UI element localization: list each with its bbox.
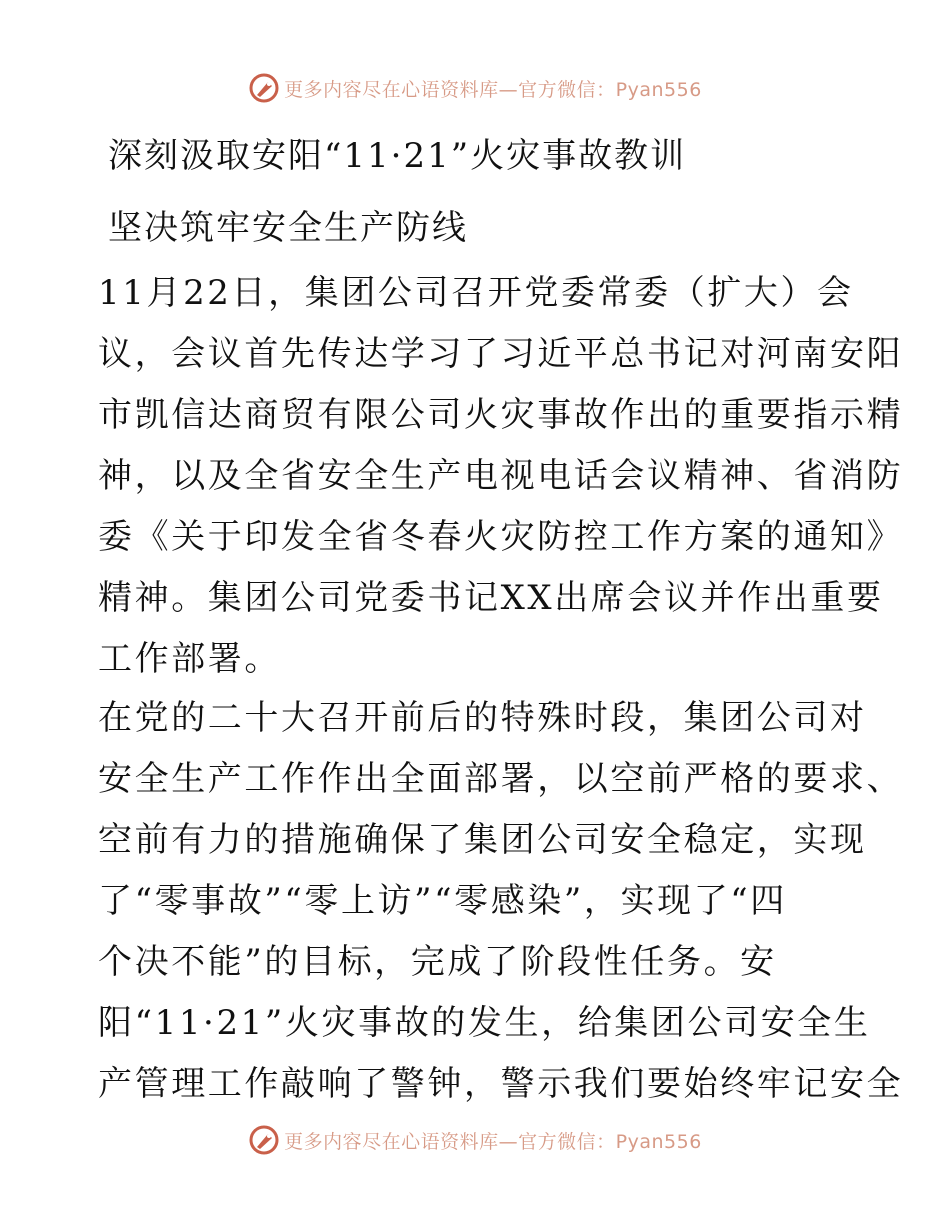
paragraph-line: 神，以及全省安全生产电视电话会议精神、省消防 xyxy=(98,456,904,496)
paragraph-line: 了“零事故”“零上访”“零感染”，实现了“四 xyxy=(98,881,787,921)
paragraph-line: 精神。集团公司党委书记XX出席会议并作出重要 xyxy=(98,578,884,618)
document-title-line2: 坚决筑牢安全生产防线 xyxy=(108,208,468,248)
paragraph-line: 在党的二十大召开前后的特殊时段，集团公司对 xyxy=(98,698,867,738)
paragraph-line: 安全生产工作作出全面部署，以空前严格的要求、 xyxy=(98,759,904,799)
paragraph-line: 议，会议首先传达学习了习近平总书记对河南安阳 xyxy=(98,334,904,374)
paragraph-line: 委《关于印发全省冬春火灾防控工作方案的通知》 xyxy=(98,517,904,557)
footer-banner xyxy=(0,1124,950,1156)
paragraph-line: 阳“11·21”火灾事故的发生，给集团公司安全生 xyxy=(98,1003,871,1043)
paragraph-line: 个决不能”的目标，完成了阶段性任务。安 xyxy=(98,942,777,982)
pen-nib-logo-icon xyxy=(248,72,280,104)
paragraph-line: 市凯信达商贸有限公司火灾事故作出的重要指示精 xyxy=(98,395,904,435)
banner-text: 更多内容尽在心语资料库—官方微信：Pyan556 xyxy=(284,78,702,101)
paragraph-line: 空前有力的措施确保了集团公司安全稳定，实现 xyxy=(98,820,867,860)
banner-text: 更多内容尽在心语资料库—官方微信：Pyan556 xyxy=(284,1130,702,1153)
paragraph-line: 工作部署。 xyxy=(98,639,281,679)
document-title-line1: 深刻汲取安阳“11·21”火灾事故教训 xyxy=(108,136,687,176)
paragraph-line: 11月22日，集团公司召开党委常委（扩大）会 xyxy=(98,273,854,313)
paragraph-line: 产管理工作敲响了警钟，警示我们要始终牢记安全 xyxy=(98,1064,904,1104)
header-banner xyxy=(0,72,950,104)
paragraph-1 xyxy=(98,263,904,690)
pen-nib-logo-icon xyxy=(248,1124,280,1156)
paragraph-2 xyxy=(98,688,904,1115)
